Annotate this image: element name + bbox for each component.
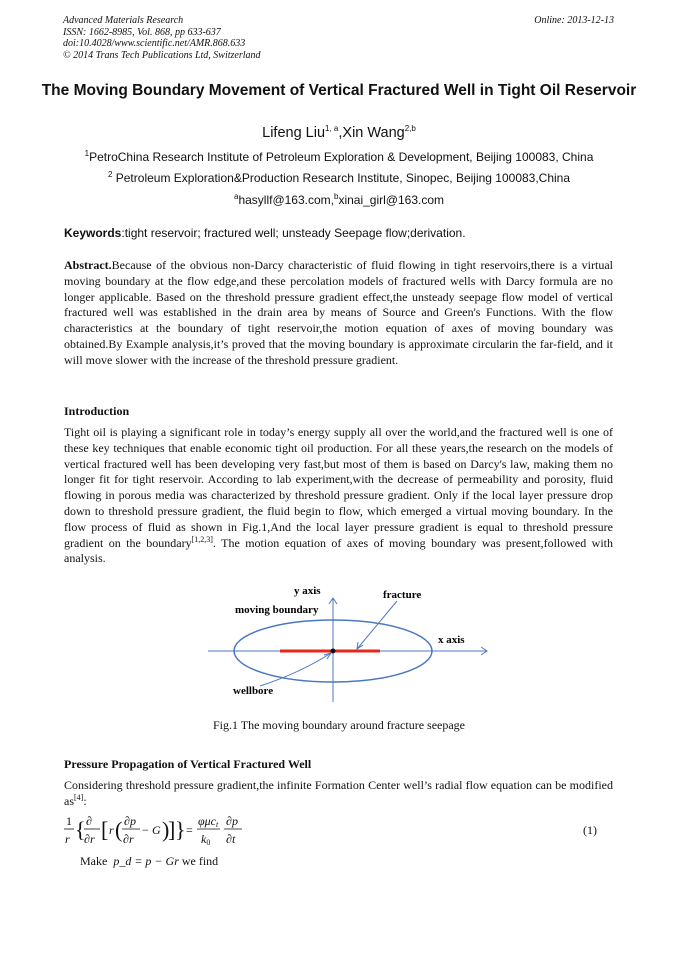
intro-text-end: . The motion equation of axes of moving boundary was present,followed with analysis. [64,535,613,566]
section2-paragraph [64,778,613,810]
svg-text:φμct: φμct [198,814,219,829]
paper-title: The Moving Boundary Movement of Vertical Fractured Well in Tight Oil Reservoir [41,82,637,99]
figure-caption: Fig.1 The moving boundary around fracture seepage [212,718,466,732]
fracture-label: fracture [383,589,422,601]
abstract-label: Abstract. [64,258,112,272]
svg-text:]: ] [168,817,176,842]
fracture-pointer [357,601,397,649]
section2-heading: Pressure Propagation of Vertical Fractured Well [64,757,312,771]
introduction-paragraph [64,425,613,567]
copyright: © 2014 Trans Tech Publications Ltd, Switzerland [63,49,261,61]
author-1: Lifeng Liu [262,125,326,141]
section2-colon: : [83,793,87,808]
section2-text: Considering threshold pressure gradient,the infinite Formation Center well’s radial flow equation can be modified as [64,778,613,808]
section2-ref: [4] [74,792,84,802]
intro-ref: [1,2,3] [191,534,213,544]
svg-text:∂p: ∂p [226,814,238,828]
fig1-diagram [200,578,500,706]
issn: ISSN: 1662-8985, Vol. 868, pp 633-637 [63,26,221,38]
email-b: xinai_girl@163.com [338,193,445,207]
svg-text:∂: ∂ [86,814,92,828]
svg-text:∂r: ∂r [84,832,95,846]
aff1-sup: 1 [84,149,90,158]
svg-text:1: 1 [66,814,72,828]
intro-text: Tight oil is playing a significant role in today’s energy supply all over the world,and the fractured well is one of these key techniques that enable economic tight oil production. For all these years,the research on the models of vertical fractured well has been developing very fast,but most of them is based on Darcy's law, making them no longer fit for tight reservoir. According to lab experiment,with the decrease of permeability and porosity, fluid flowing in porous media was characterized by threshold pressure gradient. Only if the local layer pressure drop down to threshold pressure gradient, the fluid begin to flow, which emerged a virtual moving boundary. In the flow process of fluid as shown in Fig.1,And the local layer pressure gradient is equal to threshold pressure gradient on the boundary [64,425,613,550]
authors [0,125,678,141]
y-axis-label: y axis [294,585,321,597]
svg-text:=: = [186,823,193,837]
author-2: Xin Wang [342,125,405,141]
svg-text:[: [ [101,817,109,842]
make-label: Make [80,854,108,868]
emails [0,193,678,207]
svg-text:G: G [152,823,161,837]
aff2-sup: 2 [107,170,113,179]
email-a: hasyllf@163.com, [238,193,334,207]
author-2-sup: 2,b [404,124,416,134]
svg-text:}: } [175,817,186,842]
keywords-text: :tight reservoir; fractured well; unsteady Seepage flow;derivation. [121,226,466,240]
introduction-heading: Introduction [64,404,130,418]
journal-name: Advanced Materials Research [63,15,184,26]
online-date: Online: 2013-12-13 [534,15,614,26]
equation-1-formula [64,813,264,849]
email-b-sup: b [334,192,339,201]
svg-text:∂r: ∂r [123,832,134,846]
aff2-text: Petroleum Exploration&Production Research Institute, Sinopec, Beijing 100083,China [112,171,571,185]
keywords-label: Keywords [64,226,122,240]
x-axis-label: x axis [438,634,465,646]
svg-text:−: − [142,823,149,837]
abstract-text: Because of the obvious non-Darcy characteristic of fluid flowing in tight reservoirs,there is a virtual moving boundary at the flow edge,and these percolation models of fractured wells with Darcy formula are no longer applicable. Based on the threshold pressure gradient effect,the unsteady seepage flow model of vertical fractured well was established in the drain area by means of Source and Green's Functions. With the flow characteristics at the boundary of tight reservoir,the motion equation of axes of moving boundary was obtained.By Example analysis,it’s proved that the moving boundary is approximate circularin the far-field, and it will move slower with the increase of the threshold pressure gradient. [64,258,613,367]
make-expression: p_d = p − Gr [113,854,179,868]
svg-text:∂p: ∂p [124,814,136,828]
wellbore-pointer-arrow [324,653,331,659]
doi: doi:10.4028/www.scientific.net/AMR.868.633 [63,38,246,49]
journal-header [63,15,261,61]
make-tail: we find [178,854,219,868]
affiliation-2 [0,171,678,185]
make-line [80,854,218,869]
svg-text:(: ( [115,817,123,842]
author-1-sup: 1, a [325,124,339,134]
svg-text:): ) [162,817,170,842]
keywords [64,226,466,240]
svg-text:r: r [65,832,70,846]
equation-1 [64,813,613,849]
svg-text:k0: k0 [201,832,211,847]
author-separator: , [338,125,343,141]
affiliation-1 [0,150,678,164]
aff1-text: PetroChina Research Institute of Petroleum Exploration & Development, Beijing 100083, China [89,150,594,164]
svg-text:∂t: ∂t [226,832,236,846]
svg-text:r: r [109,823,114,837]
moving-boundary-label: moving boundary [235,604,319,616]
wellbore-label: wellbore [233,685,274,697]
svg-text:{: { [75,817,86,842]
email-a-sup: a [233,192,239,201]
equation-1-number: (1) [583,823,597,837]
abstract [64,258,613,369]
